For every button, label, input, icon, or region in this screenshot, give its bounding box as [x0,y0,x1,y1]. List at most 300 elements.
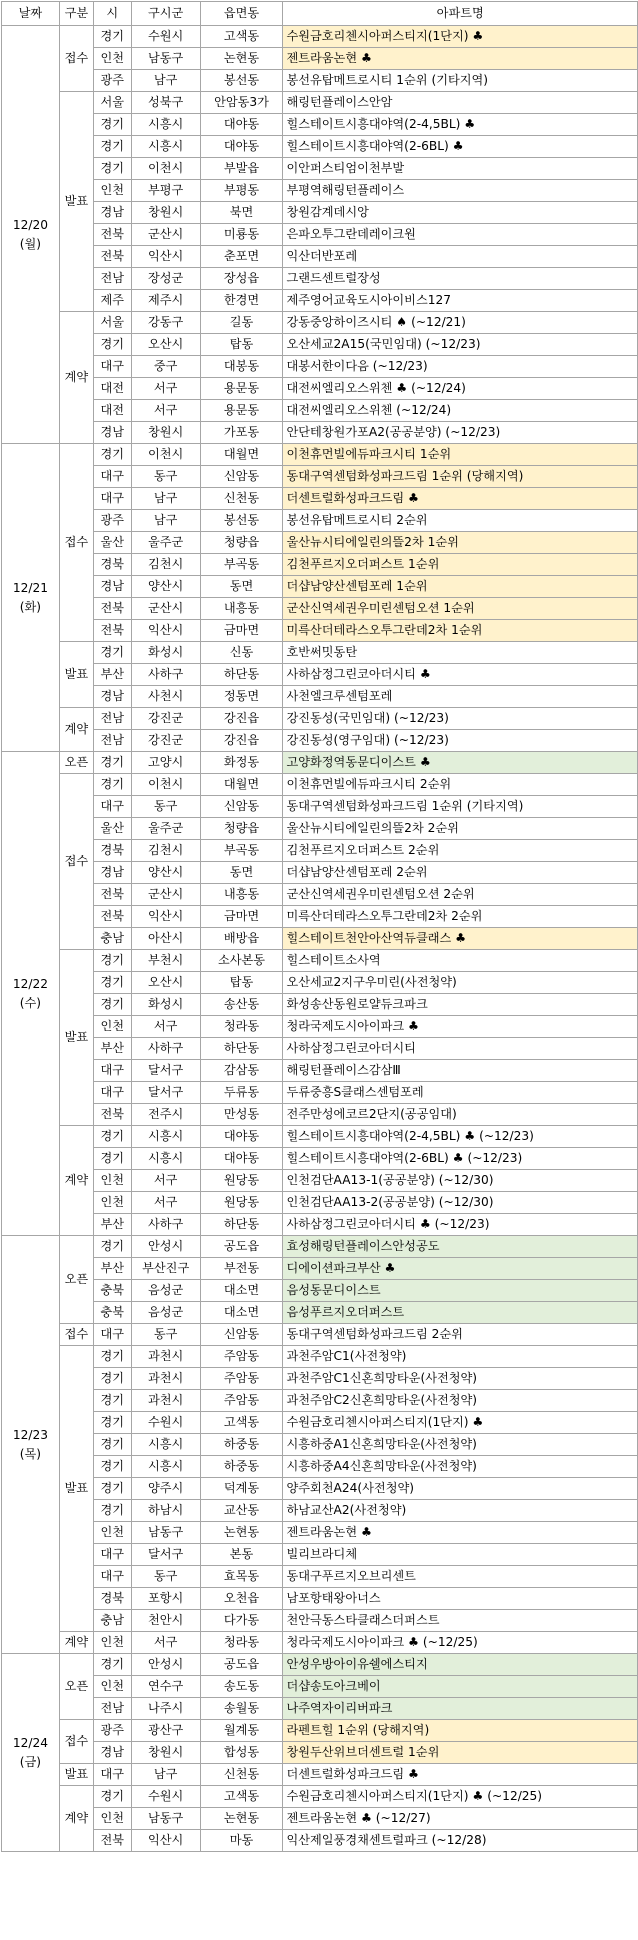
district-cell: 서구 [131,1016,200,1038]
city-cell: 인천 [93,48,131,70]
apartment-cell [283,1368,638,1390]
city-cell: 부산 [93,1038,131,1060]
district-cell: 과천시 [131,1346,200,1368]
city-cell: 경기 [93,950,131,972]
apartment-note: ♣ [404,1767,419,1781]
town-cell: 동면 [200,576,283,598]
apartment-note: (~12/23) [441,425,501,439]
apartment-name: 고양화정역동문디이스트 [286,755,416,769]
category-cell: 접수 [59,1720,93,1764]
town-cell: 대월면 [200,444,283,466]
table-row [2,1808,638,1830]
town-cell: 마동 [200,1830,283,1852]
apartment-name: 이천휴먼빌에듀파크시티 1순위 [286,447,452,461]
town-cell: 신천동 [200,488,283,510]
district-cell: 음성군 [131,1280,200,1302]
weekday-label: (월) [19,236,42,251]
district-cell: 남동구 [131,1522,200,1544]
district-cell: 부천시 [131,950,200,972]
apartment-name: 울산뉴시티에일린의뜰2차 2순위 [286,821,459,835]
city-cell: 경기 [93,1346,131,1368]
city-cell: 대전 [93,378,131,400]
town-cell: 부전동 [200,1258,283,1280]
apartment-name: 과천주암C2신혼희망타운(사전청약) [286,1393,478,1407]
town-cell: 하중동 [200,1456,283,1478]
apartment-cell [283,1192,638,1214]
town-cell: 대소면 [200,1280,283,1302]
city-cell: 경기 [93,1390,131,1412]
town-cell: 춘포면 [200,246,283,268]
city-cell: 경남 [93,686,131,708]
city-cell: 경기 [93,1456,131,1478]
district-cell: 시흥시 [131,1434,200,1456]
apartment-note: (~12/24) [392,403,452,417]
district-cell: 수원시 [131,26,200,48]
town-cell: 대야동 [200,136,283,158]
apartment-note: ♣ [468,1415,484,1429]
apartment-name: 강진동성(국민임대) [286,711,391,725]
apartment-name: 동대구푸르지오브리센트 [286,1569,416,1583]
town-cell: 공도읍 [200,1236,283,1258]
table-row [2,1324,638,1346]
district-cell: 장성군 [131,268,200,290]
apartment-name: 안성우방아이유쉘에스티지 [286,1657,428,1671]
table-row [2,246,638,268]
category-cell: 오픈 [59,752,93,774]
table-row [2,1588,638,1610]
district-cell: 양주시 [131,1478,200,1500]
apartment-name: 과천주암C1신혼희망타운(사전청약) [286,1371,478,1385]
table-row [2,488,638,510]
district-cell: 안성시 [131,1236,200,1258]
city-cell: 전남 [93,708,131,730]
apartment-cell [283,180,638,202]
apartment-cell [283,730,638,752]
city-cell: 인천 [93,1192,131,1214]
table-row [2,1038,638,1060]
apartment-cell [283,1478,638,1500]
category-cell: 계약 [59,1126,93,1236]
apartment-cell [283,664,638,686]
apartment-cell [283,862,638,884]
apartment-name: 더센트럴화성파크드림 [286,1767,405,1781]
apartment-name: 더샵남양산센텀포레 2순위 [286,865,428,879]
apartment-name: 나주역자이리버파크 [286,1701,393,1715]
table-row [2,1346,638,1368]
district-cell: 제주시 [131,290,200,312]
date-cell [2,444,60,752]
apartment-cell [283,1566,638,1588]
apartment-note: ♣ (~12/23) [448,1151,523,1165]
city-cell: 충북 [93,1302,131,1324]
city-cell: 인천 [93,1170,131,1192]
city-cell: 경남 [93,422,131,444]
apartment-cell [283,1808,638,1830]
apartment-name: 음성푸르지오더퍼스트 [286,1305,405,1319]
town-cell: 고색동 [200,26,283,48]
apartment-cell [283,334,638,356]
date-cell [2,1654,60,1852]
apartment-note: ♣ [460,117,476,131]
town-cell: 화정동 [200,752,283,774]
apartment-name: 대봉서한이다음 [286,359,369,373]
city-cell: 충남 [93,1610,131,1632]
district-cell: 광산구 [131,1720,200,1742]
apartment-cell [283,1082,638,1104]
city-cell: 대구 [93,796,131,818]
table-row [2,686,638,708]
table-row [2,950,638,972]
district-cell: 시흥시 [131,1456,200,1478]
apartment-name: 수원금호리첸시아퍼스티지(1단지) [286,1415,469,1429]
town-cell: 배방읍 [200,928,283,950]
subscription-schedule-table [1,1,638,1852]
table-row [2,1720,638,1742]
city-cell: 경기 [93,774,131,796]
table-row [2,1478,638,1500]
city-cell: 인천 [93,1522,131,1544]
header-date: 날짜 [2,2,60,26]
table-row [2,730,638,752]
table-row [2,1302,638,1324]
apartment-cell [283,224,638,246]
town-cell: 금마면 [200,620,283,642]
apartment-cell [283,136,638,158]
town-cell: 고색동 [200,1412,283,1434]
apartment-name: 호반써밋동탄 [286,645,358,659]
table-row [2,1456,638,1478]
apartment-cell [283,1434,638,1456]
apartment-cell [283,906,638,928]
apartment-name: 사하삼정그린코아더시티 [286,1217,416,1231]
apartment-name: 천안극동스타클래스더퍼스트 [286,1613,440,1627]
city-cell: 전남 [93,268,131,290]
table-row [2,158,638,180]
apartment-name: 봉선유탑메트로시티 1순위 (기타지역) [286,73,489,87]
category-cell: 계약 [59,708,93,752]
district-cell: 창원시 [131,1742,200,1764]
table-row [2,268,638,290]
table-row [2,1280,638,1302]
apartment-cell [283,1522,638,1544]
district-cell: 수원시 [131,1412,200,1434]
town-cell: 교산동 [200,1500,283,1522]
weekday-label: (목) [19,1446,42,1461]
apartment-cell [283,70,638,92]
apartment-note: ♣ (~12/25) [468,1789,543,1803]
town-cell: 안암동3가 [200,92,283,114]
district-cell: 서구 [131,378,200,400]
table-row [2,774,638,796]
district-cell: 화성시 [131,642,200,664]
table-row [2,884,638,906]
town-cell: 감삼동 [200,1060,283,1082]
table-row [2,92,638,114]
apartment-cell [283,510,638,532]
city-cell: 광주 [93,510,131,532]
city-cell: 서울 [93,92,131,114]
apartment-note: ♣ [404,1019,419,1033]
apartment-name: 더샵남양산센텀포레 1순위 [286,579,428,593]
city-cell: 경남 [93,202,131,224]
table-row [2,1566,638,1588]
category-cell: 발표 [59,1346,93,1632]
city-cell: 대전 [93,400,131,422]
city-cell: 경남 [93,862,131,884]
table-row [2,1016,638,1038]
date-cell [2,1236,60,1654]
table-row [2,1368,638,1390]
town-cell: 하단동 [200,1214,283,1236]
district-cell: 포항시 [131,1588,200,1610]
town-cell: 송산동 [200,994,283,1016]
city-cell: 울산 [93,818,131,840]
table-row [2,290,638,312]
district-cell: 울주군 [131,532,200,554]
district-cell: 이천시 [131,444,200,466]
table-row [2,1742,638,1764]
apartment-cell [283,598,638,620]
table-row [2,598,638,620]
apartment-cell [283,532,638,554]
table-row [2,378,638,400]
district-cell: 달서구 [131,1082,200,1104]
table-row [2,422,638,444]
town-cell: 논현동 [200,1522,283,1544]
district-cell: 과천시 [131,1390,200,1412]
town-cell: 용문동 [200,400,283,422]
town-cell: 원당동 [200,1170,283,1192]
apartment-name: 더샵송도아크베이 [286,1679,381,1693]
apartment-cell [283,1764,638,1786]
town-cell: 신천동 [200,1764,283,1786]
table-row [2,862,638,884]
apartment-name: 동대구역센텀화성파크드림 1순위 (기타지역) [286,799,524,813]
district-cell: 나주시 [131,1698,200,1720]
district-cell: 달서구 [131,1060,200,1082]
town-cell: 만성동 [200,1104,283,1126]
city-cell: 경기 [93,1368,131,1390]
apartment-cell [283,1148,638,1170]
town-cell: 청라동 [200,1632,283,1654]
apartment-name: 힐스테이트천안아산역듀클래스 [286,931,452,945]
apartment-name: 동대구역센텀화성파크드림 2순위 [286,1327,463,1341]
header-category: 구분 [59,2,93,26]
apartment-cell [283,1170,638,1192]
apartment-name: 안단테창원가포A2(공공분양) [286,425,442,439]
apartment-name: 군산신역세권우미린센텀오션 1순위 [286,601,475,615]
apartment-cell [283,1060,638,1082]
district-cell: 아산시 [131,928,200,950]
table-row [2,1192,638,1214]
city-cell: 경기 [93,444,131,466]
header-row [2,2,638,26]
town-cell: 장성읍 [200,268,283,290]
apartment-name: 제주영어교육도시아이비스127 [286,293,451,307]
district-cell: 남동구 [131,48,200,70]
town-cell: 고색동 [200,1786,283,1808]
apartment-name: 젠트라움논현 [286,1811,358,1825]
table-row [2,1082,638,1104]
apartment-cell [283,1742,638,1764]
apartment-cell [283,950,638,972]
apartment-cell [283,1324,638,1346]
city-cell: 대구 [93,1544,131,1566]
town-cell: 강진읍 [200,730,283,752]
apartment-cell [283,774,638,796]
apartment-name: 수원금호리첸시아퍼스티지(1단지) [286,1789,469,1803]
header-city: 시 [93,2,131,26]
district-cell: 달서구 [131,1544,200,1566]
apartment-cell [283,1258,638,1280]
table-row [2,1148,638,1170]
apartment-name: 효성해링턴플레이스안성공도 [286,1239,440,1253]
apartment-cell [283,92,638,114]
city-cell: 경기 [93,994,131,1016]
date-label: 12/24 [12,1735,48,1750]
district-cell: 남구 [131,70,200,92]
city-cell: 경기 [93,136,131,158]
table-row [2,70,638,92]
table-row [2,466,638,488]
apartment-cell [283,312,638,334]
weekday-label: (화) [19,599,42,614]
apartment-cell [283,1346,638,1368]
table-row [2,840,638,862]
district-cell: 오산시 [131,334,200,356]
city-cell: 경기 [93,1148,131,1170]
city-cell: 경기 [93,1786,131,1808]
apartment-name: 부평역해링턴플레이스 [286,183,405,197]
city-cell: 인천 [93,1632,131,1654]
apartment-name: 시흥하중A1신혼희망타운(사전청약) [286,1437,477,1451]
apartment-cell [283,1588,638,1610]
apartment-note: (~12/30) [434,1173,494,1187]
apartment-name: 대전씨엘리오스위첸 [286,381,393,395]
date-label: 12/21 [12,580,48,595]
category-cell: 발표 [59,642,93,708]
town-cell: 내흥동 [200,884,283,906]
table-row [2,1390,638,1412]
city-cell: 경기 [93,158,131,180]
city-cell: 충북 [93,1280,131,1302]
district-cell: 과천시 [131,1368,200,1390]
date-label: 12/20 [12,217,48,232]
apartment-name: 미륵산더테라스오투그란데2차 1순위 [286,623,483,637]
apartment-name: 화성송산동원로얄듀크파크 [286,997,428,1011]
apartment-note: ♣ [380,1261,396,1275]
apartment-cell [283,1280,638,1302]
apartment-name: 수원금호리첸시아퍼스티지(1단지) [286,29,469,43]
district-cell: 부평구 [131,180,200,202]
apartment-name: 힐스테이트시흥대야역(2-4,5BL) [286,1129,461,1143]
apartment-note: (~12/23) [368,359,428,373]
city-cell: 경남 [93,576,131,598]
apartment-name: 빌리브라디체 [286,1547,358,1561]
city-cell: 대구 [93,1082,131,1104]
apartment-cell [283,268,638,290]
apartment-name: 사천엘크루센텀포레 [286,689,393,703]
table-row [2,312,638,334]
town-cell: 내흥동 [200,598,283,620]
town-cell: 합성동 [200,1742,283,1764]
district-cell: 군산시 [131,598,200,620]
town-cell: 하단동 [200,664,283,686]
apartment-cell [283,818,638,840]
apartment-name: 두류중흥S클래스센텀포레 [286,1085,424,1099]
apartment-cell [283,642,638,664]
apartment-name: 익산더반포레 [286,249,358,263]
city-cell: 제주 [93,290,131,312]
apartment-name: 미륵산더테라스오투그란데2차 2순위 [286,909,483,923]
city-cell: 경기 [93,1236,131,1258]
district-cell: 김천시 [131,554,200,576]
table-row [2,356,638,378]
apartment-cell [283,972,638,994]
apartment-note: ♣ (~12/27) [357,1811,431,1825]
apartment-name: 군산신역세권우미린센텀오션 2순위 [286,887,475,901]
town-cell: 대소면 [200,1302,283,1324]
table-row [2,906,638,928]
category-cell: 접수 [59,1324,93,1346]
district-cell: 사천시 [131,686,200,708]
city-cell: 전남 [93,730,131,752]
apartment-name: 청라국제도시아이파크 [286,1019,405,1033]
town-cell: 용문동 [200,378,283,400]
district-cell: 군산시 [131,884,200,906]
table-row [2,1214,638,1236]
apartment-name: 은파오투그란데레이크원 [286,227,416,241]
city-cell: 인천 [93,1808,131,1830]
apartment-name: 창원두산위브더센트럴 1순위 [286,1745,440,1759]
town-cell: 하중동 [200,1434,283,1456]
town-cell: 탑동 [200,972,283,994]
town-cell: 부곡동 [200,840,283,862]
category-cell: 접수 [59,774,93,950]
city-cell: 경기 [93,1478,131,1500]
district-cell: 강진군 [131,730,200,752]
town-cell: 주암동 [200,1368,283,1390]
apartment-cell [283,994,638,1016]
apartment-cell [283,422,638,444]
district-cell: 안성시 [131,1654,200,1676]
city-cell: 경기 [93,1434,131,1456]
town-cell: 봉선동 [200,70,283,92]
category-cell: 오픈 [59,1236,93,1324]
apartment-cell [283,378,638,400]
city-cell: 대구 [93,1764,131,1786]
district-cell: 천안시 [131,1610,200,1632]
town-cell: 본동 [200,1544,283,1566]
apartment-cell [283,202,638,224]
apartment-name: 해링턴플레이스감삼Ⅲ [286,1063,401,1077]
town-cell: 길동 [200,312,283,334]
town-cell: 부발읍 [200,158,283,180]
table-row [2,1698,638,1720]
table-row [2,180,638,202]
table-row [2,1412,638,1434]
apartment-name: 인천검단AA13-1(공공분양) [286,1173,435,1187]
city-cell: 인천 [93,180,131,202]
apartment-cell [283,1456,638,1478]
district-cell: 양산시 [131,862,200,884]
category-cell: 접수 [59,444,93,642]
city-cell: 경기 [93,1654,131,1676]
apartment-note: (~12/23) [421,337,481,351]
table-row [2,334,638,356]
category-cell: 계약 [59,312,93,444]
town-cell: 대봉동 [200,356,283,378]
